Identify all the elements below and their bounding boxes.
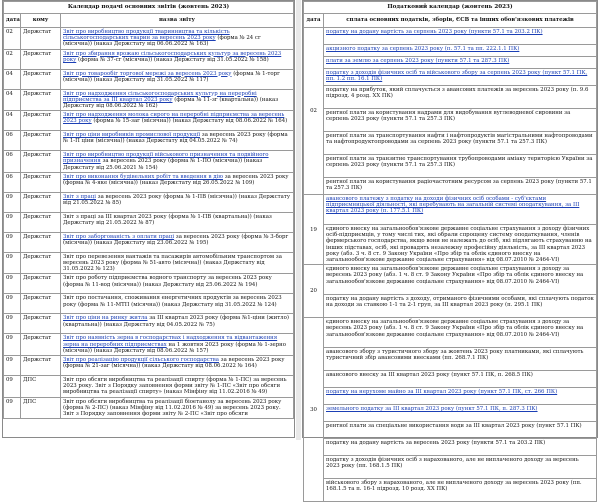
report-date: 04 [4,69,21,89]
report-recipient: Держстат [21,314,61,334]
payment-row [304,86,597,109]
payment-text: податку на прибуток, який сплачується з авансових платежів за вересень 2023 року (п. 9.6 підрозд. 4 розд. XX ПК) [326,87,589,100]
report-recipient: Держстат [21,334,61,356]
page-divider [296,0,301,440]
payment-row [304,371,597,388]
payment-description [324,479,597,502]
payment-description [324,265,597,295]
report-details: Звіт про обсяги виробництва та реалізації спирту (форма № 1-ПС) за вересень 2023 року. Звіт з Порядку заповнення форми звіту № 1-ПС «Звіт про обсяги виробництва та реалізації спирту» (наказ Мінфіну від 11.02.2016 № 49) [63,377,287,396]
payment-text: рентної плати за транзитне транспортування трубопроводами аміаку територією України за серпень 2023 року (пункти 57.1 та 257.3 ПК) [326,156,593,169]
report-row [4,356,294,376]
report-recipient: Держстат [21,89,61,111]
payment-text: єдиного внеску на загальнообов'язкове державне соціальне страхування з доходу фізичних осіб-підприємців, у тому числі тих, які обрали спрощену систему оподаткування, членів фермерського господарства, якщо вони не належать до осіб, які підлягають страхуванню на інших підставах, осіб, які провадять незалежну професійну діяльність, за III квартал 2023 року (абз. 3 ч. 8 ст. 9 Закону України «Про збір та облік єдиного внеску на загальнообов'язкове державне соціальне страхування» від 08.07.2010 № 2464-VI) [326,226,592,264]
report-row [4,252,294,274]
report-details: Звіт про обсяги виробництва та реалізації біоетанолу за вересень 2023 року (форма № 2-ПС) (наказ Мінфіну від 11.02.2016 № 49) за вересень 2023 року. Звіт з Порядку заповнення форми звіту № 2-ПС «Звіт про обсяги [63,398,282,418]
report-details: (форма № 37-сг (місячна)) (наказ Держстату від 31.05.2022 № 158) [76,56,269,63]
report-name [61,111,294,131]
payment-description [324,295,597,318]
report-name [61,356,294,376]
statistical-reports-calendar [2,0,295,438]
report-date: 04 [4,89,21,111]
payment-row [304,318,597,348]
report-date: 06 [4,151,21,173]
payment-description[interactable] [324,405,597,422]
payment-description [324,318,597,348]
report-name [61,212,294,232]
payment-text: рентної плати за спеціальне використання води за ІІІ квартал 2023 року (пункт 57.1 ПК) [326,423,582,430]
payment-row [304,295,597,318]
report-date: 09 [4,376,21,398]
payment-row [304,155,597,178]
payment-row [304,195,597,225]
payment-row [304,405,597,422]
payment-description[interactable] [324,57,597,69]
column-header-report-name: назва звіту [61,14,294,28]
report-recipient: Держстат [21,131,61,151]
report-row [4,28,294,50]
report-link[interactable]: Звіт про наявність зерна в господарствах і надходження та відвантаження зерна на переробних підприємствах [63,335,278,348]
report-name [61,397,294,419]
payment-text: авансового збору з туристичного збору за жовтень 2023 року платниками, які сплачують туристичний збір авансовими внесками (пп. 268.7.1 ПК) [326,349,584,362]
report-link[interactable]: Звіт про виробництво продукції військового призначення та подвійного призначення [63,152,269,165]
payment-row [304,132,597,155]
payment-row [304,479,597,502]
column-header-date: дата [4,14,21,28]
payment-row [304,178,597,195]
report-date: 09 [4,314,21,334]
report-row [4,172,294,192]
payment-link[interactable]: авансового платежу з податку на доходи фізичних осіб особами - суб'єктами підприємницької діяльності, які перебувають на загальній системі оподаткування, за III квартал 2023 року (п. 177.5.1 ПК) [326,196,580,215]
payment-link[interactable]: земельного податку за ІІІ квартал 2023 року (пункт 57.1 ПК, п. 287.3 ПК) [326,406,538,413]
report-date: 04 [4,111,21,131]
report-recipient: Держстат [21,151,61,173]
report-details: Звіт про роботу підприємства водного транспорту за вересень 2023 року (форма № 11-вод (місячна)) (наказ Держстату від 25.06.2022 № 194) [63,275,272,288]
report-date: 06 [4,131,21,151]
payment-text: рентної плати за користування надрами для видобування вуглеводневої сировини за серпень 2023 року (пункти 57.1 та 257.3 ПК) [326,110,571,123]
payment-link[interactable]: податку з доходів фізичних осіб та військового збору за серпень 2023 року (пункт 57.1 ПК, пп. 1.2 пп. 16.1 ПК) [326,70,588,83]
report-link[interactable]: Звіт з праці [63,193,96,200]
payment-date: 30 [304,318,324,502]
payment-row [304,456,597,479]
report-link[interactable]: Звіт про збирання врожаю сільськогосподарських культур за вересень 2023 року [63,50,282,63]
report-details: (форма № 11-зг (квартальна)) (наказ Держстату від 08.06.2022 № 162) [63,96,279,110]
column-header-date: дата [304,14,324,28]
report-recipient: Держстат [21,212,61,232]
report-link[interactable]: Звіт про товарообіг торгової мережі за вересень 2023 року [63,70,232,77]
report-link[interactable]: Звіт про надходження молока сирого на переробні підприємства за вересень 2023 року [63,112,285,125]
payment-link[interactable]: податку на нерухоме майно за III квартал 2023 року (пункт 57.1 ПК, ст. 266 ПК) [326,389,558,396]
report-date: 09 [4,356,21,376]
report-recipient: Держстат [21,274,61,294]
report-recipient: Держстат [21,172,61,192]
payment-text: рентної плати за користування радіочастотним ресурсом за серпень 2023 року (пункти 57.1 та 257.3 ПК) [326,179,592,192]
payment-description [324,178,597,195]
report-date: 09 [4,212,21,232]
payment-text: авансового внеску за III квартал 2023 року (пункт 57.1 ПК, п. 268.5 ПК) [326,372,533,379]
report-name [61,89,294,111]
report-details: Звіт про перевезення вантажів та пасажирів автомобільним транспортом за вересень 2023 року (форма № 51-авто (місячна)) (наказ Держстату від 31.05.2022 № 123) [63,253,282,273]
report-date: 09 [4,334,21,356]
report-link[interactable]: Звіт про реалізацію продукції сільського господарства [63,357,219,364]
report-link[interactable]: Звіт про надходження сільськогосподарських культур на переробні підприємства за III квартал 2023 року [63,90,257,103]
report-name [61,294,294,314]
report-date: 06 [4,172,21,192]
report-row [4,274,294,294]
payment-date: 20 [304,265,324,318]
payment-row [304,28,597,45]
report-date: 09 [4,192,21,212]
report-details: Звіт з праці за ІІІ квартал 2023 року (форма № 1-ПВ (квартальна)) (наказ Держстату від 21.05.2022 № 87) [63,213,272,227]
report-recipient: Держстат [21,232,61,252]
report-row [4,89,294,111]
report-name [61,274,294,294]
report-name [61,314,294,334]
tax-calendar-title: Податковий календар (жовтень 2023) [304,2,597,14]
report-date: 09 [4,252,21,274]
report-details: за вересень 2023 року (форма № 3-борг (місячна)) (наказ Держстату від 23.06.2022 № 195) [63,233,289,247]
report-row [4,49,294,69]
payment-description [324,371,597,388]
reports-calendar-title: Календар подачі основних звітів (жовтень 2023) [4,2,294,14]
report-recipient: Держстат [21,49,61,69]
report-details: (форма № 24 сг (місячна)) (наказ Держстату від 06.06.2022 № 163) [63,35,261,48]
payment-description[interactable] [324,28,597,45]
payment-row [304,69,597,86]
report-row [4,397,294,419]
payment-description [324,348,597,371]
report-link[interactable]: Звіт про виробництво продукції тваринництва та кількість сільськогосподарських тварин за вересень 2023 року [63,29,230,42]
report-row [4,294,294,314]
report-row [4,314,294,334]
report-details: Звіт про постачання, споживання енергетичних продуктів за вересень 2023 року (форма № 11-МТП (місячна)) (наказ Держстату від 31.05.2022 № 124) [63,295,282,308]
report-name [61,192,294,212]
payment-text: податку на додану вартість з доходу, отриманого фізичними особами, які сплачують податок на доходи за ставкою 1-1 та 2-1 груп, за III квартал 2023 року (п. 295.1 ПК) [326,296,594,309]
payment-description[interactable] [324,69,597,86]
report-details: за вересень 2023 року (форма № 1-ПВ (місячна)) (наказ Держстату від 21.05.2022 № 85) [63,193,291,207]
payment-link[interactable]: плати за землю за серпень 2023 року (пункти 57.1 та 287.3 ПК) [326,58,510,64]
report-row [4,151,294,173]
report-date: 09 [4,232,21,252]
report-name [61,172,294,192]
payment-text: військового збору з нарахованого, але не виплаченого доходу за вересень 2023 року (пп. 168.1.5 та п. 16-1 підрозд. 10 розд. XX ПК) [326,480,582,493]
report-recipient: ДПС [21,376,61,398]
report-name [61,69,294,89]
payment-date: 19 [304,195,324,265]
report-link[interactable]: Звіт про виконання будівельних робіт та введення в дію [63,173,223,180]
payment-description [324,439,597,456]
payment-description [324,86,597,109]
report-link[interactable]: Звіт про заборгованість з оплати праці [63,233,175,240]
report-details: за вересень 2023 року (форма № 1-ПО (місячна)) (наказ Держстату від 25.06.2021 № 154) [63,158,263,171]
payment-description [324,225,597,265]
report-row [4,192,294,212]
payment-description [324,155,597,178]
report-name [61,252,294,274]
report-recipient: Держстат [21,356,61,376]
payment-text: податку на додану вартість за вересень 2023 року (пункти 57.1 та 203.2 ПК) [326,440,546,447]
report-recipient: Держстат [21,192,61,212]
report-row [4,69,294,89]
report-recipient: ДПС [21,397,61,419]
report-row [4,212,294,232]
payment-text: податку з доходів фізичних осіб з нарахованого, але не виплаченого доходу за вересень 2023 року (пп. 168.1.5 ПК) [326,457,579,470]
report-name [61,151,294,173]
report-row [4,376,294,398]
report-name [61,232,294,252]
report-details: на 1 жовтня 2023 року (форма № 1-зерно (місячна)) (наказ Держстату від 08.06.2022 № 157) [63,341,287,354]
column-header-recipient: кому [21,14,61,28]
report-recipient: Держстат [21,294,61,314]
payment-description[interactable] [324,45,597,57]
payment-description [324,132,597,155]
payment-date: 02 [304,28,324,195]
reports-table [3,1,294,419]
report-date: 02 [4,28,21,50]
report-recipient: Держстат [21,28,61,50]
column-header-payments: сплата основних податків, зборів, ЄСВ та інших обов'язкових платежів [324,14,597,28]
payment-description [324,456,597,479]
report-date: 02 [4,49,21,69]
report-date: 09 [4,294,21,314]
report-link[interactable]: Звіт про ціни виробників промислової продукції [63,132,201,139]
report-row [4,232,294,252]
report-row [4,131,294,151]
report-details: за вересень 2023 року (форма № 21-заг (місячна)) (наказ Держстату від 08.06.2022 № 164) [63,357,285,370]
report-name [61,334,294,356]
tax-payments-table [303,1,597,502]
payment-row [304,348,597,371]
report-link[interactable]: Звіт про ціни на ринку житла [63,315,148,322]
report-recipient: Держстат [21,111,61,131]
report-details: за III квартал 2023 року (форма №1-ціни (житло) (квартальна)) (наказ Держстату від 04.05.2022 № 75) [63,315,289,328]
payment-row [304,45,597,57]
payment-row [304,109,597,132]
payment-description [324,109,597,132]
payment-row [304,439,597,456]
report-recipient: Держстат [21,252,61,274]
report-row [4,111,294,131]
report-name [61,28,294,50]
payment-row [304,57,597,69]
payment-row [304,388,597,405]
payment-row [304,265,597,295]
report-recipient: Держстат [21,69,61,89]
report-date: 09 [4,274,21,294]
payment-description [324,422,597,439]
payment-description[interactable] [324,388,597,405]
report-name [61,376,294,398]
payment-description[interactable] [324,195,597,225]
report-details: за вересень 2023 року (форма № 4-яке (місячна)) (наказ Держстату від 26.05.2022 № 109) [63,173,289,187]
report-details: (форма № 15-заг (місячна)) (наказ Держстату від 08.06.2022 № 164) [91,118,288,125]
report-name [61,49,294,69]
payment-link[interactable]: акцизного податку за серпень 2023 року (п. 57.1 та пп. 222.1.1 ПК) [326,46,520,52]
payment-text: рентної плати за транспортування нафти і нафтопродуктів магістральними нафтопроводами та нафтопродуктопроводами за серпень 2023 року (пункти 57.1 та 257.3 ПК) [326,133,593,146]
report-details: за вересень 2023 року (форма № 1-П ціни (місячна)) (наказ Держстату від 04.05.2022 № 74) [63,132,288,145]
report-name [61,131,294,151]
payment-text: єдиного внеску на загальнообов'язкове державне соціальне страхування з доходу за вересень 2023 року (абз. 1 ч. 8 ст. 9 Закону України «Про збір та облік єдиного внеску на загальнообов'язкове державне соціальне страхування» від 08.07.2010 № 2464-VI) [326,266,584,285]
payment-text: єдиного внеску на загальнообов'язкове державне соціальне страхування з доходу за вересень 2023 року (абз. 1 ч. 8 ст. 9 Закону України «Про збір та облік єдиного внеску на загальнообов'язкове державне соціальне страхування» від 08.07.2010 № 2464-VI) [326,319,584,338]
payment-row [304,422,597,439]
tax-calendar [302,0,598,493]
payment-link[interactable]: податку на додану вартість за серпень 2023 року (пункти 57.1 та 203.2 ПК) [326,29,543,35]
report-date: 09 [4,397,21,419]
report-details: (форма № 1-торг (місячна)) (наказ Держстату від 31.05.2022 № 117) [63,70,280,83]
payment-row [304,225,597,265]
report-row [4,334,294,356]
